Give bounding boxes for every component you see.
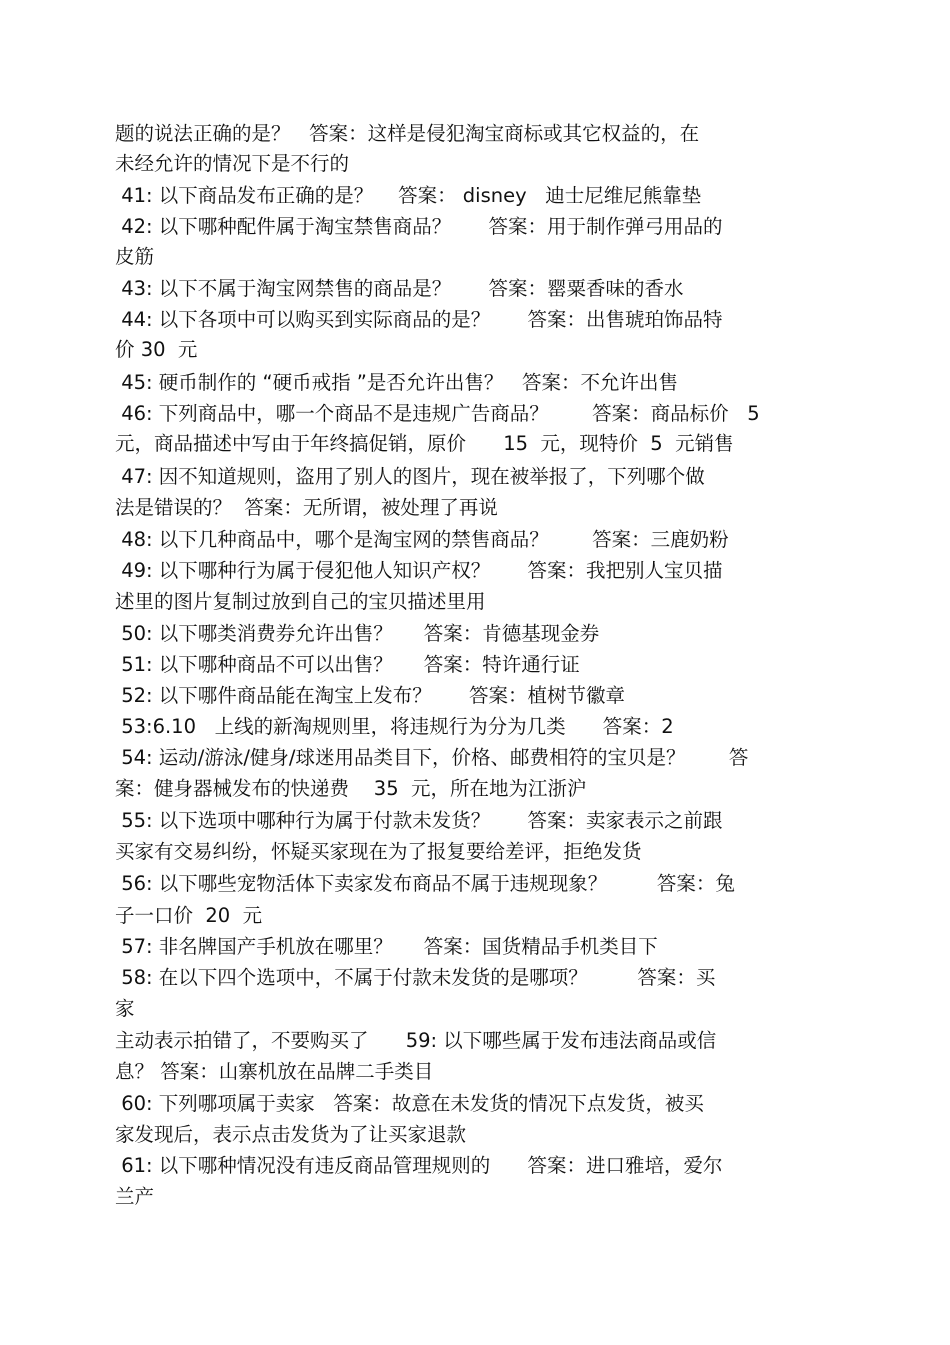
- text-line: 家发现后，表示点击发货为了让买家退款: [115, 1123, 467, 1146]
- text-line: 41: 以下商品发布正确的是？ 答案： disney 迪士尼维尼熊靠垫: [115, 184, 702, 207]
- text-line: 52: 以下哪件商品能在淘宝上发布？ 答案：植树节徽章: [115, 684, 625, 707]
- text-line: 55: 以下选项中哪种行为属于付款未发货？ 答案：卖家表示之前跟: [115, 809, 723, 832]
- text-line: 子一口价 20 元: [115, 904, 263, 927]
- text-line: 题的说法正确的是？ 答案：这样是侵犯淘宝商标或其它权益的，在: [115, 122, 700, 145]
- text-line: 53:6.10 上线的新淘规则里，将违规行为分为几类 答案：2: [115, 715, 674, 738]
- text-line: 皮筋: [115, 245, 155, 268]
- text-line: 价 30 元: [115, 338, 198, 361]
- text-line: 法是错误的？ 答案：无所谓，被处理了再说: [115, 496, 498, 519]
- text-line: 45: 硬币制作的 “硬币戒指 ”是否允许出售？ 答案：不允许出售: [115, 371, 678, 394]
- text-line: 50: 以下哪类消费券允许出售？ 答案：肯德基现金券: [115, 622, 600, 645]
- text-line: 买家有交易纠纷，怀疑买家现在为了报复要给差评，拒绝发货: [115, 840, 642, 863]
- text-line: 49: 以下哪种行为属于侵犯他人知识产权？ 答案：我把别人宝贝描: [115, 559, 723, 582]
- text-line: 案：健身器械发布的快递费 35 元，所在地为江浙沪: [115, 777, 587, 800]
- text-line: 58: 在以下四个选项中，不属于付款未发货的是哪项？ 答案：买: [115, 966, 716, 989]
- text-line: 42: 以下哪种配件属于淘宝禁售商品？ 答案：用于制作弹弓用品的: [115, 215, 723, 238]
- text-line: 息？ 答案：山寨机放在品牌二手类目: [115, 1060, 434, 1083]
- text-line: 未经允许的情况下是不行的: [115, 152, 350, 175]
- text-line: 56: 以下哪些宠物活体下卖家发布商品不属于违规现象？ 答案：兔: [115, 872, 735, 895]
- text-line: 43: 以下不属于淘宝网禁售的商品是？ 答案：罂粟香味的香水: [115, 277, 684, 300]
- text-line: 家: [115, 997, 135, 1020]
- text-line: 54: 运动/游泳/健身/球迷用品类目下，价格、邮费相符的宝贝是？ 答: [115, 746, 749, 769]
- text-line: 述里的图片复制过放到自己的宝贝描述里用: [115, 590, 486, 613]
- text-line: 兰产: [115, 1185, 155, 1208]
- text-line: 元，商品描述中写由于年终搞促销，原价 15 元，现特价 5 元销售: [115, 432, 734, 455]
- text-line: 主动表示拍错了，不要购买了 59: 以下哪些属于发布违法商品或信: [115, 1029, 717, 1052]
- text-line: 46: 下列商品中，哪一个商品不是违规广告商品？ 答案：商品标价 5: [115, 402, 760, 425]
- text-line: 60: 下列哪项属于卖家 答案：故意在未发货的情况下点发货，被买: [115, 1092, 704, 1115]
- text-line: 47: 因不知道规则，盗用了别人的图片，现在被举报了，下列哪个做: [115, 465, 705, 488]
- text-line: 44: 以下各项中可以购买到实际商品的是？ 答案：出售琥珀饰品特: [115, 308, 723, 331]
- text-line: 61: 以下哪种情况没有违反商品管理规则的 答案：进口雅培，爱尔: [115, 1154, 723, 1177]
- text-line: 57: 非名牌国产手机放在哪里？ 答案：国货精品手机类目下: [115, 935, 658, 958]
- text-line: 51: 以下哪种商品不可以出售？ 答案：特许通行证: [115, 653, 580, 676]
- text-line: 48: 以下几种商品中，哪个是淘宝网的禁售商品？ 答案：三鹿奶粉: [115, 528, 729, 551]
